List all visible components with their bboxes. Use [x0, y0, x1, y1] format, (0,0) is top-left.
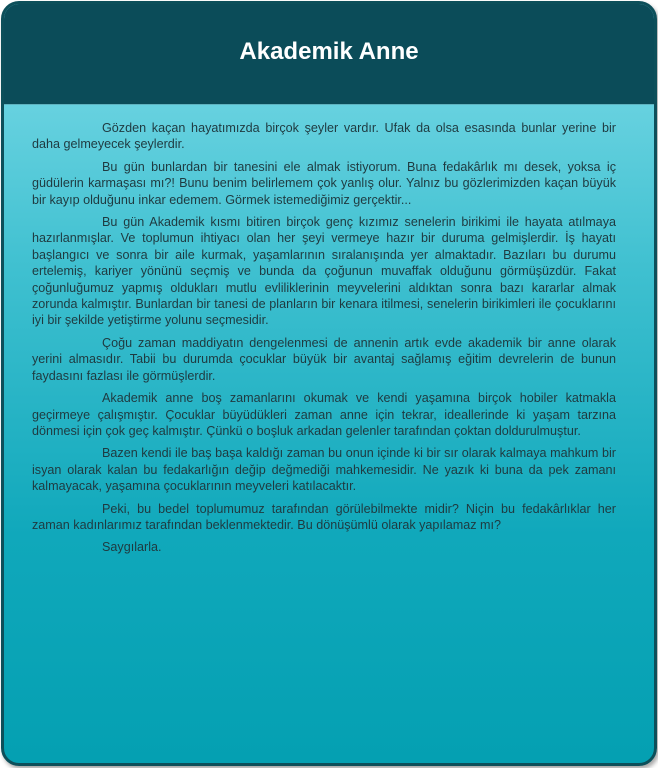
paragraph-7: Peki, bu bedel toplumumuz tarafından görülebilmekte midir? Niçin bu fedakârlıklar her zaman kadınlarımız tarafından beklenmektedir. Bu dönüşümlü olarak yapılamaz mı?: [32, 501, 616, 532]
article-panel: [1, 1, 657, 766]
page-title: Akademik Anne: [239, 38, 419, 65]
article-body: [32, 120, 616, 562]
paragraph-3: Bu gün Akademik kısmı bitiren birçok genç kızımız senelerin birikimi ile hayata atılmaya hazırlanmışlar. Ve toplumun ihtiyacı olan her şeyi vermeye hazır bir duruma gelmişlerdir. İş hayatı başlangıcı ve sonra bir aile kurmak, yaşamlarının sıralanışında yer almaktadır. Bazıları bu durumu ertelemiş, kariyer yönünü seçmiş ve bunda da çoğunun muvaffak olduğunu görmüşüzdür. Fakat çoğunluğumuz yapmış oldukları mutlu evliliklerinin meyvelerini aldıktan sonra bazı kararlar almak zorunda kalmıştır. Bunlardan bir tanesi de planların bir kenara itilmesi, senelerin birikimleri ile çocuklarını iyi bir şekilde yetiştirme yolunu seçmesidir.: [32, 215, 616, 328]
paragraph-1: Gözden kaçan hayatımızda birçok şeyler vardır. Ufak da olsa esasında bunlar yerine bir daha gelmeyecek şeylerdir.: [32, 121, 616, 152]
header-bar: [4, 4, 654, 105]
paragraph-2: Bu gün bunlardan bir tanesini ele almak istiyorum. Buna fedakârlık mı desek, yoksa iç güdülerin karmaşası mı?! Bunu benim belirlemem çok yanlış olur. Yalnız bu gözlerimizden kaçan büyük bir kayıp olduğunu inkar edemem. Görmek istemediğimiz gerçektir...: [32, 159, 616, 207]
paragraph-6: Bazen kendi ile baş başa kaldığı zaman bu onun içinde ki bir sır olarak kalmaya mahkum bir isyan olarak kalan bu fedakarlığın değip değmediği mahkemesidir. Ne yazık ki buna da pek zamanı kalmayacak, yaşamına çocuklarının meyveleri katılacaktır.: [32, 446, 616, 494]
paragraph-4: Çoğu zaman maddiyatın dengelenmesi de annenin artık evde akademik bir anne olarak yerini almasıdır. Tabii bu durumda çocuklar büyük bir avantaj sağlamış eğitim devrelerin de bunun faydasını fazlası ile görmüşlerdir.: [32, 335, 616, 383]
closing-line: Saygılarla.: [102, 540, 162, 555]
paragraph-5: Akademik anne boş zamanlarını okumak ve kendi yaşamına birçok hobiler katmakla geçirmeye çalışmıştır. Çocuklar büyüdükleri zaman anne için tekrar, ideallerinde ki yaşam tarzına dönmesi için çok geç kalmıştır. Çünkü o boşluk arkadan gelenler tarafından çoktan doldurulmuştur.: [32, 391, 616, 438]
